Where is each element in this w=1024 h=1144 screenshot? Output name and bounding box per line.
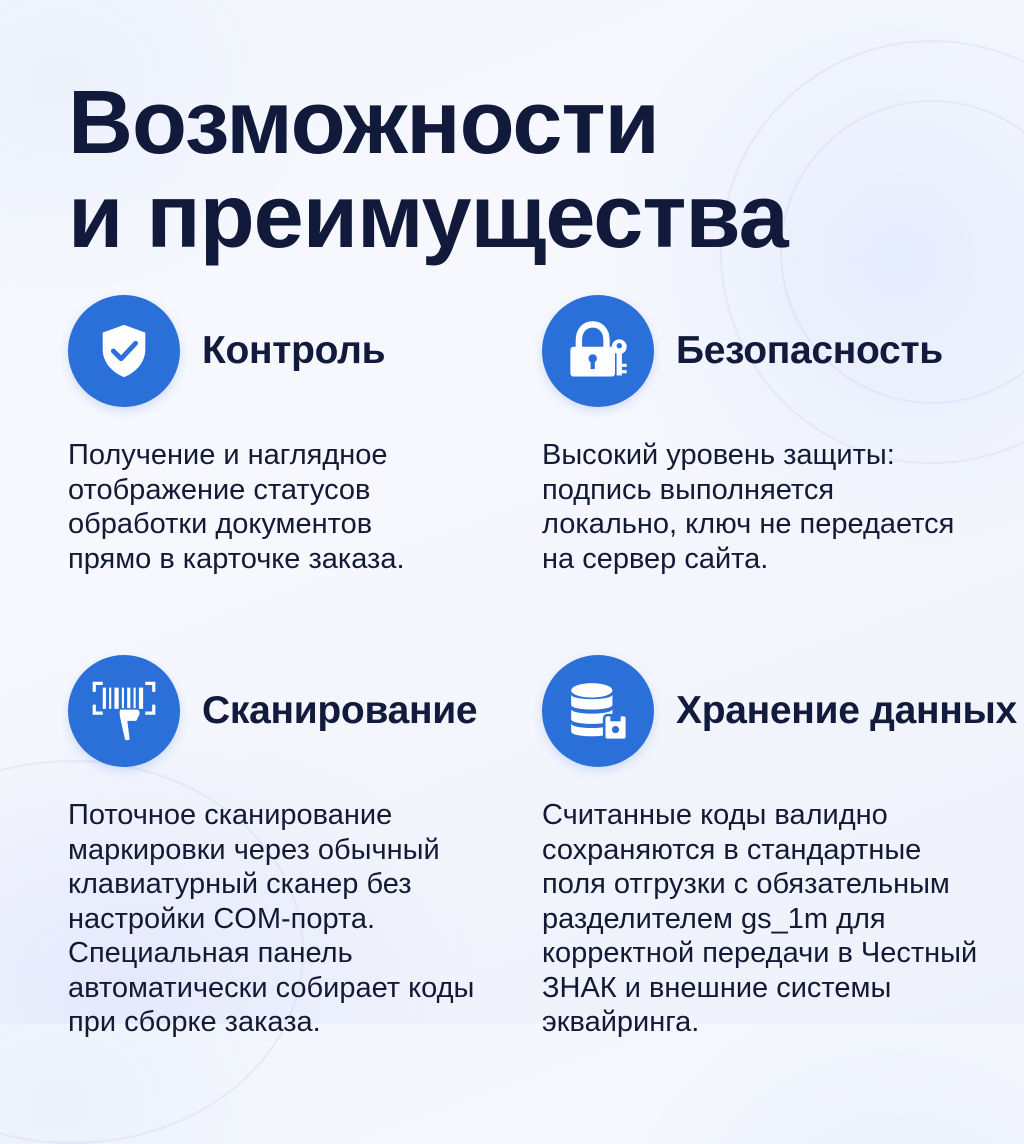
description-line: маркировки через обычный: [68, 833, 440, 866]
description-line: локально, ключ не передается: [542, 508, 955, 540]
description-line: прямо в карточке заказа.: [68, 542, 405, 575]
description-line: обработки документов: [68, 508, 373, 540]
description-line: клавиатурный сканер без: [68, 868, 412, 900]
database-storage-icon: [542, 655, 654, 767]
page-title-line-2: и преимущества: [68, 167, 788, 267]
description-line: подпись выполняется: [542, 473, 835, 506]
feature-description: [68, 798, 528, 1040]
page-title: [68, 73, 788, 267]
description-line: автоматически собирает коды: [68, 971, 475, 1004]
feature-header: [542, 654, 1017, 768]
feature-header: [542, 294, 1002, 408]
feature-title: Контроль: [202, 329, 386, 372]
feature-security: [542, 294, 1002, 576]
description-line: ЗНАК и внешние системы: [542, 971, 892, 1004]
description-line: отображение статусов: [68, 473, 371, 506]
description-line: при сборке заказа.: [68, 1006, 321, 1038]
feature-header: [68, 654, 528, 768]
description-line: поля отгрузки с обязательным: [542, 868, 950, 900]
description-line: эквайринга.: [542, 1006, 700, 1038]
feature-data-storage: [542, 654, 1017, 1040]
feature-description: [68, 438, 528, 576]
padlock-key-icon: [542, 295, 654, 407]
description-line: Поточное сканирование: [68, 799, 393, 831]
description-line: Высокий уровень защиты:: [542, 439, 895, 471]
description-line: сохраняются в стандартные: [542, 833, 922, 866]
feature-description: [542, 798, 1002, 1040]
description-line: Считанные коды валидно: [542, 799, 888, 831]
feature-header: [68, 294, 528, 408]
page-title-line-1: Возможности: [68, 73, 659, 173]
feature-control: [68, 294, 528, 576]
shield-check-icon: [68, 295, 180, 407]
feature-scanning: [68, 654, 528, 1040]
feature-description: [542, 438, 1002, 576]
description-line: разделителем gs_1m для: [542, 902, 886, 935]
description-line: на сервер сайта.: [542, 542, 769, 575]
barcode-scanner-icon: [68, 655, 180, 767]
description-line: корректной передачи в Честный: [542, 937, 978, 969]
feature-title: Сканирование: [202, 689, 478, 732]
feature-title: Хранение данных: [676, 689, 1017, 732]
description-line: Получение и наглядное: [68, 439, 388, 471]
description-line: Специальная панель: [68, 937, 353, 969]
feature-title: Безопасность: [676, 329, 943, 372]
description-line: настройки COM-порта.: [68, 902, 376, 935]
